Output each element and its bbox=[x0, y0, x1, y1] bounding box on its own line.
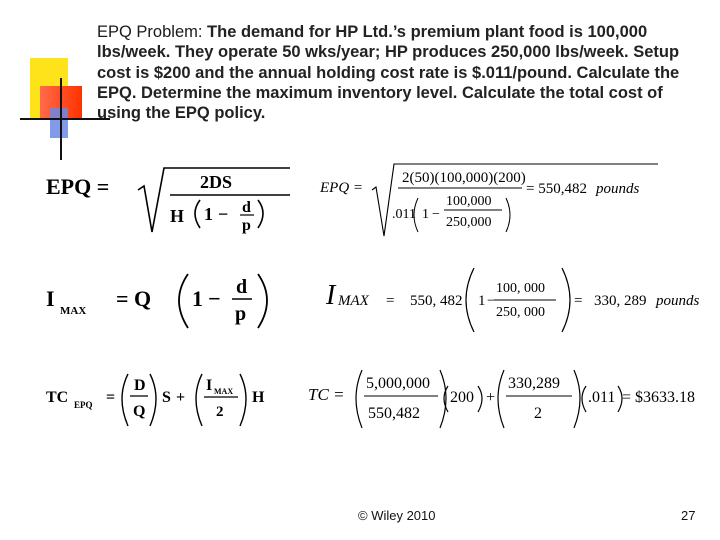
tc-Q: Q bbox=[133, 403, 146, 420]
tc-Imax: I bbox=[206, 377, 213, 394]
imax-one: 1 bbox=[192, 286, 203, 311]
tc-S: S bbox=[162, 389, 171, 406]
tc-calc-num2: 330,289 bbox=[508, 375, 560, 392]
tc-eq: = bbox=[106, 389, 116, 406]
epq-calc-unit: pounds bbox=[596, 181, 640, 197]
tc-calc-lhs: TC = bbox=[308, 385, 345, 404]
imax-p: p bbox=[235, 303, 247, 325]
tc-formula bbox=[44, 368, 274, 432]
imax-calc-one: 1 bbox=[478, 293, 486, 309]
epq-calc-d: 100,000 bbox=[446, 194, 492, 209]
tc-calc-den2: 2 bbox=[534, 405, 542, 422]
epq-one: 1 bbox=[204, 204, 213, 224]
footer-copyright: © Wiley 2010 bbox=[358, 508, 436, 523]
epq-numerator: 2DS bbox=[200, 172, 233, 192]
imax-d: d bbox=[236, 276, 248, 298]
epq-calc-p: 250,000 bbox=[446, 215, 492, 230]
imax-calc-d: 100, 000 bbox=[496, 281, 545, 296]
footer-page-number: 27 bbox=[681, 508, 696, 523]
tc-calc-num1: 5,000,000 bbox=[366, 375, 430, 392]
epq-minus: − bbox=[218, 204, 229, 224]
imax-calc-minus: − bbox=[487, 293, 496, 309]
imax-sub: MAX bbox=[60, 305, 87, 317]
tc-H: H bbox=[252, 389, 265, 406]
tc-plus: + bbox=[176, 389, 186, 406]
problem-lead: EPQ Problem: bbox=[97, 23, 203, 41]
epq-calc-result: = 550,482 bbox=[526, 181, 587, 197]
epq-p: p bbox=[242, 217, 251, 234]
problem-statement bbox=[97, 22, 707, 123]
tc-calc-h: .011 bbox=[588, 389, 616, 406]
epq-lhs: EPQ = bbox=[46, 174, 110, 199]
imax-calculation bbox=[324, 264, 710, 340]
tc-D: D bbox=[134, 377, 146, 394]
epq-calc-numerator: 2(50)(100,000)(200) bbox=[402, 170, 526, 186]
imax-calc-q: 550, 482 bbox=[410, 293, 463, 309]
tc-sub: EPQ bbox=[74, 400, 93, 410]
epq-calc-lhs: EPQ = bbox=[320, 180, 364, 196]
imax-calc-unit: pounds bbox=[656, 293, 700, 309]
imax-formula bbox=[44, 268, 284, 338]
imax-minus: − bbox=[208, 286, 221, 311]
tc-calc-plus: + bbox=[486, 389, 496, 406]
imax-eq: = Q bbox=[116, 286, 152, 311]
imax-calc-result: = bbox=[574, 293, 583, 309]
tc-lhs: TC bbox=[46, 389, 69, 406]
tc-calc-den1: 550,482 bbox=[368, 405, 420, 422]
epq-calculation bbox=[318, 160, 658, 240]
tc-Imax-sub: MAX bbox=[214, 387, 234, 396]
epq-calc-minus: − bbox=[432, 207, 440, 222]
tc-calc-s: 200 bbox=[450, 389, 474, 406]
epq-d: d bbox=[242, 199, 251, 216]
imax-calc-value: 330, 289 bbox=[594, 293, 647, 309]
imax-calc-I: I bbox=[326, 280, 336, 311]
imax-calc-p: 250, 000 bbox=[496, 305, 545, 320]
imax-calc-eq: = bbox=[386, 293, 395, 309]
epq-formula bbox=[44, 160, 294, 240]
epq-H: H bbox=[170, 206, 185, 226]
epq-calc-factor: .011 bbox=[392, 207, 416, 222]
tc-two: 2 bbox=[216, 404, 224, 420]
imax-calc-sub: MAX bbox=[338, 293, 369, 309]
imax-I: I bbox=[46, 286, 55, 311]
decor-blue-square bbox=[50, 108, 68, 138]
epq-calc-one: 1 bbox=[422, 207, 429, 222]
tc-calc-result: = $3633.18 bbox=[622, 389, 696, 406]
problem-text: The demand for HP Ltd.’s premium plant food is 100,000 lbs/week. They operate 50 wks/year; HP produces 250,000 lbs/week. Setup cost is $200 and the annual holding cost rate is $.011/pound. Calculate the EPQ. Determine the maximum inventory level. Calculate the total cost of using the EPQ policy. bbox=[97, 23, 680, 123]
tc-calculation bbox=[306, 366, 716, 432]
